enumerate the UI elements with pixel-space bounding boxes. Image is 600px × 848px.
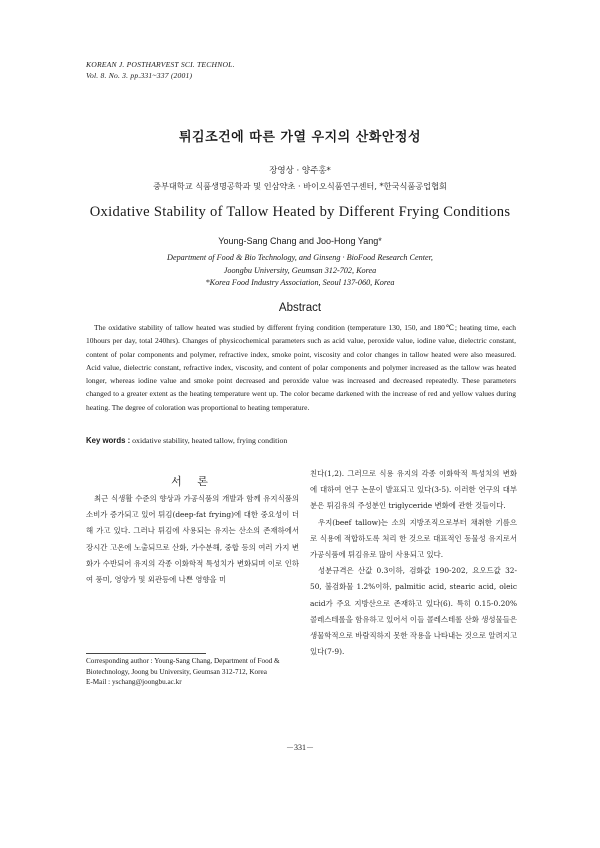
right-paragraph-3: 성분규격은 산값 0.3이하, 검화값 190-202, 요오드값 32-50, 불검화물 1.2%이하, palmitic acid, stearic acid, oleic acid가 주요 지방산으로 존재하고 있다(6). 특히 0.15-0.20% 콜레스테롤을 함유하고 있어서 이들 콜레스테롤 산화 생성물들은 생물학적으로 바람직하지 못한 작용을 나타내는 것으로 알려지고 있다(7-9). xyxy=(310,566,517,657)
affiliation-line-1: Department of Food & Bio Technology, and Ginseng · BioFood Research Center, xyxy=(167,253,433,262)
keywords xyxy=(86,436,516,445)
abstract-text: The oxidative stability of tallow heated was studied by different frying condition (temperature 130, 150, and 180℃; heating time, each 10hours per day, total 240hrs). Changes of physicochemical parameters such as acid value, peroxide value, iodine value, dielectric constant, content of polar components and polymer, refractive index, smoke point, viscosity and color changes in tallow heated were also measured. Acid value, dielectric constant, refractive index, viscosity, and content of polar components and polymer increased as the tallow was heated longer, whereas iodine value and smoke point decreased and peroxide value was increased and decreased repeatedly. These parameters changed to a greater extent as the heating temperature went up. The color became darkened with the increase of red and yellow values during heating. The degree of coloration was proportional to heating temperature. xyxy=(86,323,516,412)
journal-header xyxy=(86,59,235,81)
body-column-left xyxy=(86,491,299,588)
footnote-email: E-Mail : yschang@joongbu.ac.kr xyxy=(86,678,182,686)
keywords-label: Key words : xyxy=(86,436,131,445)
affiliation-line-2: Joongbu University, Geumsan 312-702, Korea xyxy=(223,265,377,275)
affiliation-line-3: *Korea Food Industry Association, Seoul 137-060, Korea xyxy=(205,278,395,287)
korean-title: 튀김조건에 따른 가열 우지의 산화안정성 xyxy=(178,130,422,145)
right-paragraph-2: 우지(beef tallow)는 소의 지방조직으로부터 채취한 기름으로 식용에 적합하도록 처리 한 것으로 대표적인 동물성 유지로서 가공식품에 튀김유로 많이 사용되고 있다. xyxy=(310,517,517,560)
footnote xyxy=(86,656,300,688)
footnote-divider xyxy=(86,653,206,654)
journal-name: KOREAN J. POSTHARVEST SCI. TECHNOL. xyxy=(86,60,235,69)
korean-affiliation: 중부대학교 식품생명공학과 및 인삼약초 · 바이오식품연구센터, *한국식품공업협회 xyxy=(153,181,447,191)
right-paragraph-1: 친다(1,2). 그러므로 식용 유지의 각종 이화학적 특성치의 변화에 대하여 연구 논문이 발표되고 있다(3-5). 이러한 연구의 대부분은 튀김유의 주성분인 triglyceride 변화에 관한 것들이다. xyxy=(310,469,517,511)
page-number: －331－ xyxy=(286,743,314,752)
english-title: Oxidative Stability of Tallow Heated by Different Frying Conditions xyxy=(89,204,511,220)
korean-authors: 장영상 · 양주홍* xyxy=(269,166,331,176)
left-paragraph-1: 최근 식생활 수준의 향상과 가공식품의 개발과 함께 유지식품의 소비가 증가되고 있어 튀김(deep-fat frying)에 대한 중요성이 더 해 가고 있다. 그러나 튀김에 사용되는 유지는 산소의 존재하에서 장시간 고온에 노출되므로 산화, 가수분해, 중합 등의 여러 가지 변화가 수반되어 유지의 각종 이화학적 특성치가 변화되며 이로 인하여 풍미, 영양가 및 외관등에 나쁜 영향을 미 xyxy=(86,494,299,585)
body-column-right xyxy=(310,466,517,660)
keywords-text: oxidative stability, heated tallow, frying condition xyxy=(132,436,288,445)
abstract-heading: Abstract xyxy=(278,302,322,314)
english-affiliation xyxy=(0,252,600,290)
english-authors: Young-Sang Chang and Joo-Hong Yang* xyxy=(218,236,382,246)
journal-volume: Vol. 8. No. 3. pp.331~337 (2001) xyxy=(86,71,193,80)
section-title-introduction: 서 론 xyxy=(171,475,214,488)
footnote-author: Corresponding author : Young-Sang Chang, Department of Food & Biotechnology, Joong bu University, Geumsan 312-712, Korea xyxy=(86,657,280,676)
